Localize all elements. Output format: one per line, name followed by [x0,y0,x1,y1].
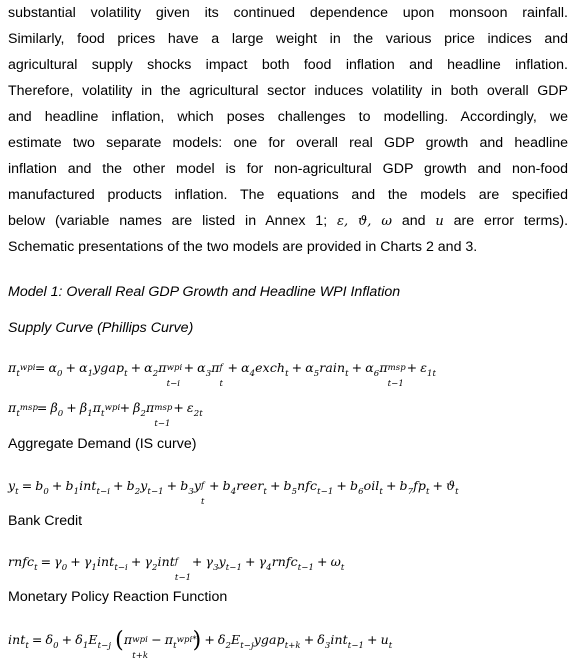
paragraph-line-6: estimate two separate models: one for overall real GDP growth and headline [8,135,568,151]
equation-supply-wpi: $\pi_t$ wpi = $\alpha_0$ + $\alpha_1ygap_t + \alpha_2\pi$ wpi t−i + $\alpha_3\pi$ f t + $\alpha_4exch_t$ + $\alpha_5rain_t + \alpha_6\pi$ msp t−1 + $\varepsilon_{1t}$ [8,360,437,389]
equation-policy-reaction: $int_t = \delta_0 + \delta_1E_{t-j}$ (π wpi t+k − $\pi_t$ wpi* ) + $\delta_2E_{t-j}ygap_{t+k} + \delta_3int_{t-1} + u_t$ [8,628,393,661]
equation-aggregate-demand: $y_t = b_0 + b_1int_{t-i} + b_2y_{t-1} + b_3y$ f t + $b_4reer_t + b_5nfc_{t-1} + b_6oil_t + b_7fp_t + ϑ_t$ [8,478,459,507]
supply-curve-heading: Supply Curve (Phillips Curve) [8,320,194,336]
aggregate-demand-heading: Aggregate Demand (IS curve) [8,436,197,452]
body-paragraph [8,0,568,260]
paragraph-line-1: substantial volatility given its continued dependence upon monsoon rainfall. [8,5,568,21]
paragraph-line-9: below (variable names are listed in Annex 1; ε, ϑ, ω and u are error terms). [8,213,569,229]
paragraph-line-8: manufactured products inflation. The equations and the models are specified [8,187,568,203]
paragraph-line-2: Similarly, food prices have a large weight in the various price indices and [8,31,568,47]
bank-credit-heading: Bank Credit [8,513,83,529]
paragraph-line-4: Therefore, volatility in the agricultural sector induces volatility in both overall GDP [8,83,568,99]
paragraph-line-10: Schematic presentations of the two models are provided in Charts 2 and 3. [8,239,478,255]
paragraph-line-5: and headline inflation, which poses challenges to modelling. Accordingly, we [8,109,568,125]
paragraph-line-7: inflation and the other model is for non-agricultural GDP growth and non-food [8,161,568,177]
equation-bank-credit: rnfc$_t$ = $\gamma_0 + \gamma_1int_{t-i} + \gamma_2int$ f t−1 + $\gamma_3y_{t-1}$ + $\gamma_4rnfc_{t-1} + \omega_t$ [8,554,345,583]
monetary-policy-heading: Monetary Policy Reaction Function [8,589,228,605]
model-title: Model 1: Overall Real GDP Growth and Headline WPI Inflation [8,284,401,300]
equation-supply-msp: $\pi_t$ msp = $\beta_0 + \beta_1\pi_t$ wpi + $\beta_2\pi$ msp t−1 + $\varepsilon_{2t}$ [8,400,203,429]
paragraph-line-3: agricultural supply shocks impact both food inflation and headline inflation. [8,57,568,73]
